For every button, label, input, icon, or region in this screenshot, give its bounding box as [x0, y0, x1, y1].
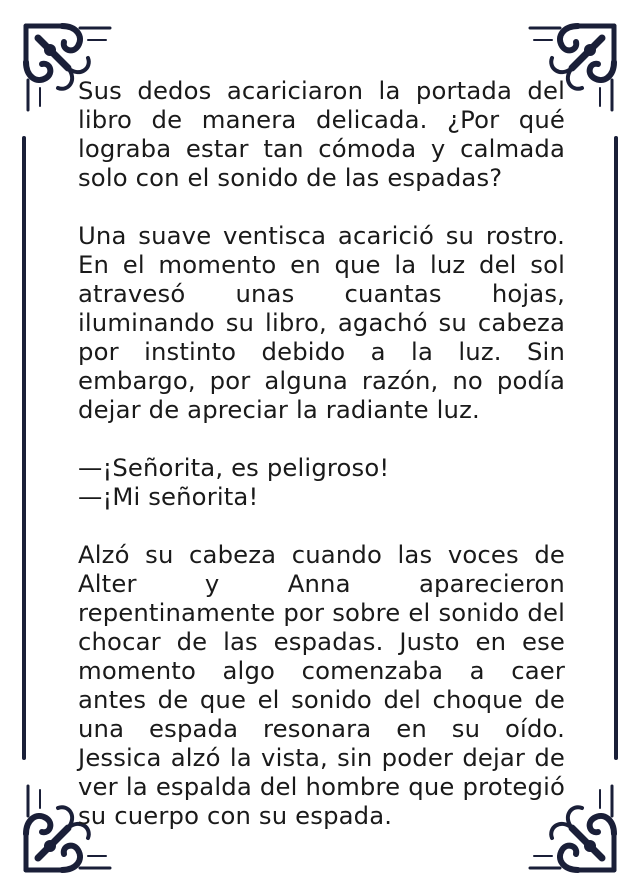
paragraph: Sus dedos acariciaron la portada del libro de manera delicada. ¿Por qué lograba estar tan cómoda y calmada solo con el sonido de las espadas? — [78, 76, 565, 192]
story-text — [78, 76, 565, 859]
right-border-line — [614, 136, 618, 760]
paragraph: Alzó su cabeza cuando las voces de Alter y Anna aparecieron repentinamente por sobre el sonido del chocar de las espadas. Justo en ese momento algo comenzaba a caer antes de que el sonido del choque de una espada resonara en su oído. Jessica alzó la vista, sin poder dejar de ver la espalda del hombre que protegió su cuerpo con su espada. — [78, 540, 565, 830]
dialogue-block — [78, 453, 565, 511]
paragraph: Una suave ventisca acarició su rostro. En el momento en que la luz del sol atravesó unas cuantas hojas, iluminando su libro, agachó su cabeza por instinto debido a la luz. Sin embargo, por alguna razón, no podía dejar de apreciar la radiante luz. — [78, 221, 565, 424]
dialogue-line: —¡Señorita, es peligroso! — [78, 453, 390, 482]
dialogue-line: —¡Mi señorita! — [78, 482, 259, 511]
left-border-line — [22, 136, 26, 760]
